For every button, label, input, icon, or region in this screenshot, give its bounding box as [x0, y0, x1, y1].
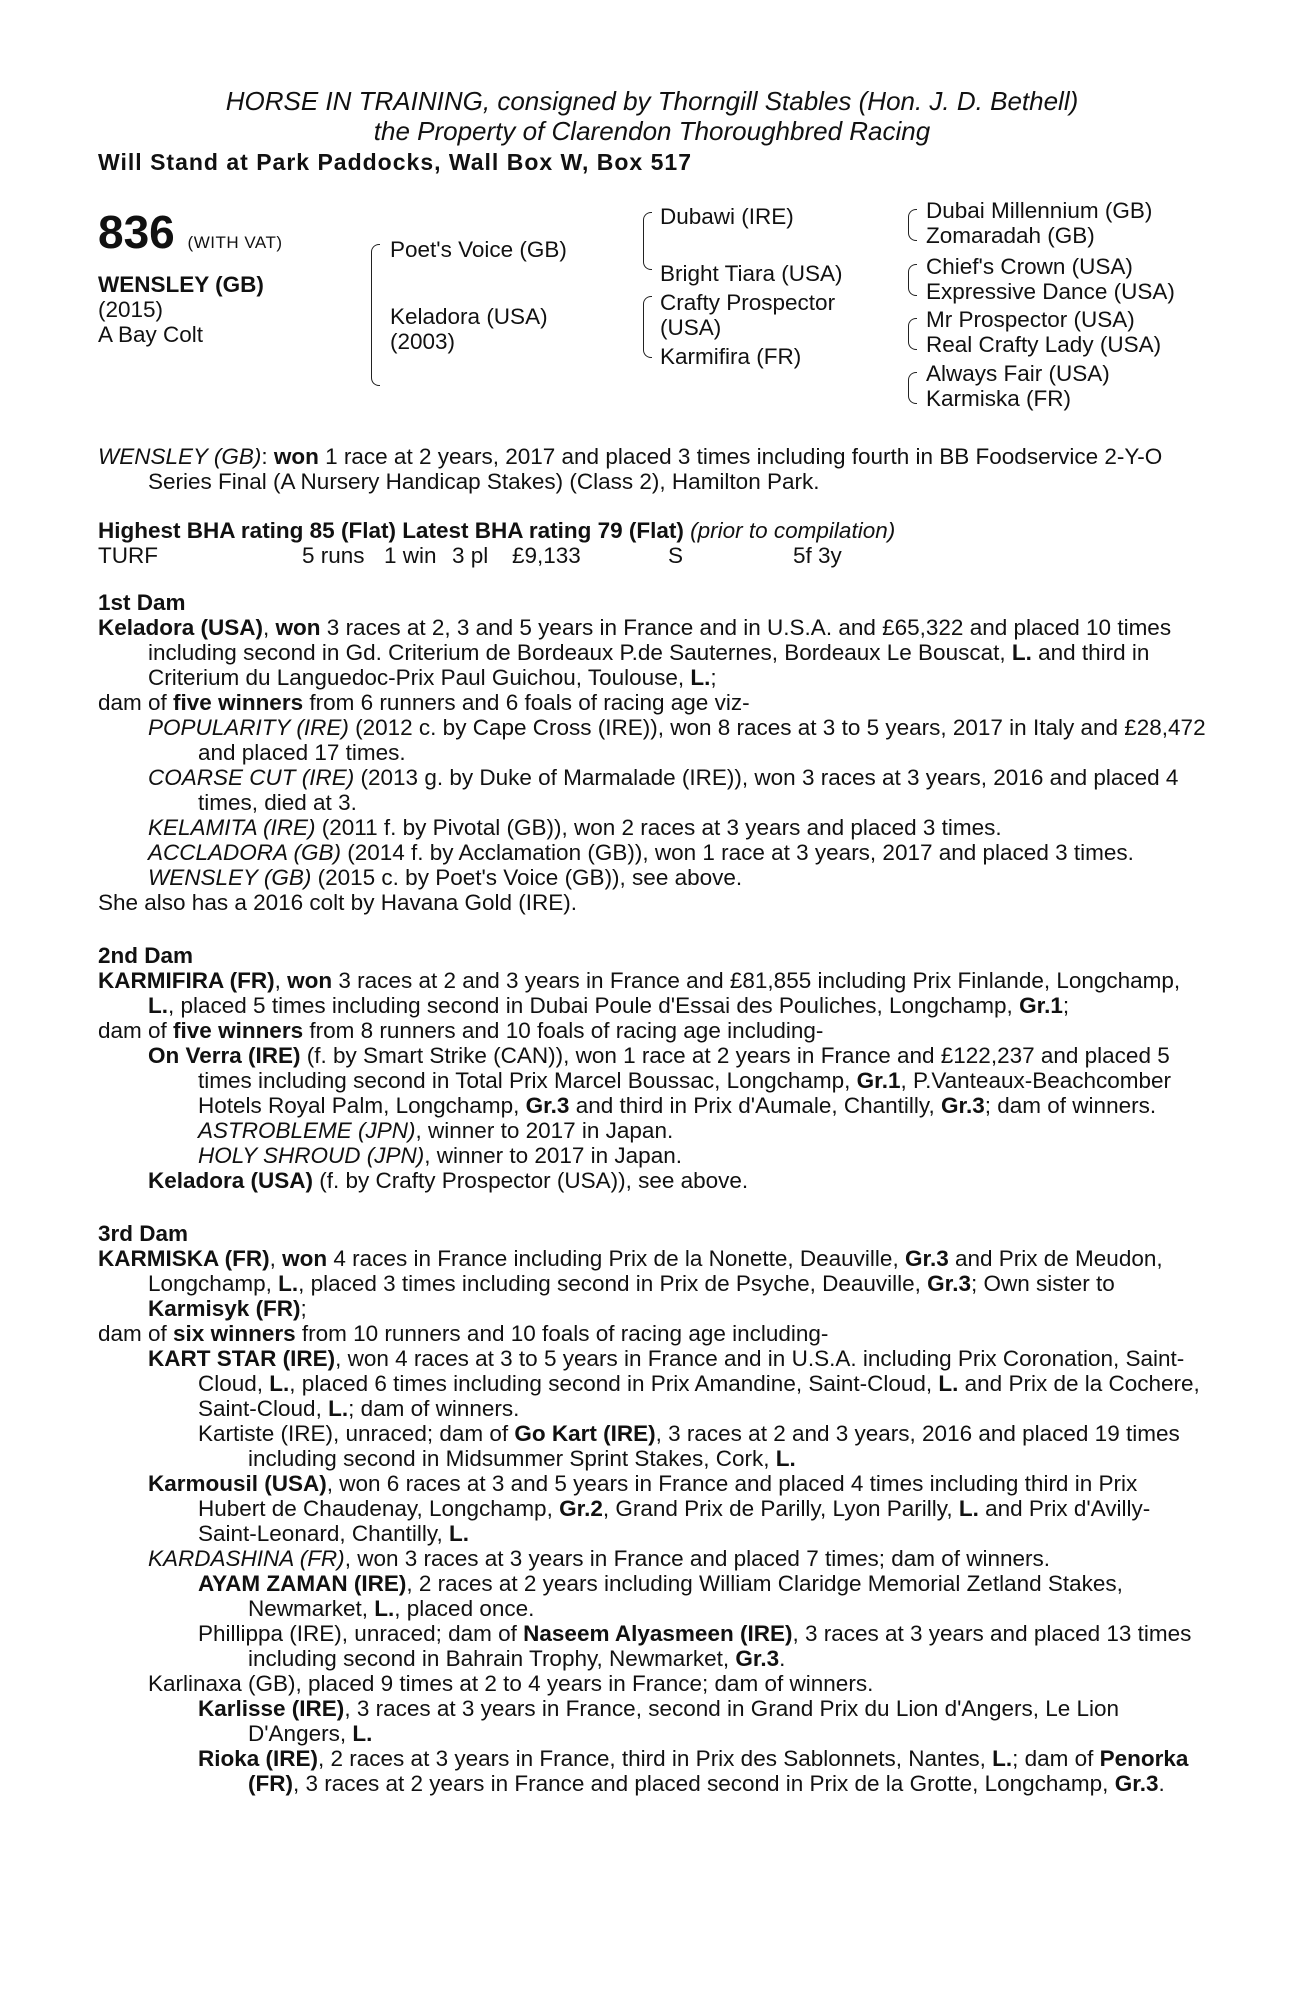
stand-location: Will Stand at Park Paddocks, Wall Box W, Box 517 — [98, 149, 692, 175]
dam-dam: Karmifira (FR) — [660, 344, 802, 369]
ds-sire: Mr Prospector (USA) — [926, 307, 1135, 332]
dam1-record: Keladora (USA), won 3 races at 2, 3 and 5 years in France and in U.S.A. and £65,322 and placed 10 times including second in Gd. Criterium de Bordeaux P.de Sauternes, Bordeaux Le Bouscat, L. and third in Criterium du Languedoc-Prix Paul Guichou, Toulouse, L.; — [98, 615, 1172, 690]
property-line: the Property of Clarendon Thoroughbred Racing — [373, 116, 931, 146]
dam1-foal-5: WENSLEY (GB) (2015 c. by Poet's Voice (GB)), see above. — [148, 865, 743, 890]
vat-note: (WITH VAT) — [187, 233, 283, 252]
lot-number: 836 (WITH VAT) — [98, 206, 283, 258]
dam3-heading: 3rd Dam — [98, 1221, 189, 1246]
ss-dam: Zomaradah (GB) — [926, 223, 1095, 248]
dam2-granddaughter-1: ASTROBLEME (JPN), winner to 2017 in Japan. — [198, 1118, 674, 1143]
sire-dam: Bright Tiara (USA) — [660, 261, 843, 286]
bracket-sd — [908, 264, 917, 296]
catalogue-page — [98, 86, 1206, 1796]
pedigree-block — [98, 198, 1206, 444]
dam3-foal-kart-star: KART STAR (IRE), won 4 races at 3 to 5 years in France and in U.S.A. including Prix Coronation, Saint-Cloud, L., placed 6 times including second in Prix Amandine, Saint-Cloud, L. and Prix de la Cochere, Saint-Cloud, L.; dam of winners. — [148, 1346, 1200, 1421]
race-summary: WENSLEY (GB): won 1 race at 2 years, 2017 and placed 3 times including fourth in BB Foodservice 2-Y-O Series Final (A Nursery Handicap Stakes) (Class 2), Hamilton Park. — [98, 444, 1163, 494]
dd-sire: Always Fair (USA) — [926, 361, 1110, 386]
dam1-foal-4: ACCLADORA (GB) (2014 f. by Acclamation (GB)), won 1 race at 3 years, 2017 and placed 3 times. — [148, 840, 1134, 865]
dam2-foal-1: On Verra (IRE) (f. by Smart Strike (CAN)), won 1 race at 2 years in France and £122,237 and placed 5 times including second in Total Prix Marcel Boussac, Longchamp, Gr.1, P.Vanteaux-Beachcomber Hotels Royal Palm, Longchamp, Gr.3 and third in Prix d'Aumale, Chantilly, Gr.3; dam of winners. — [148, 1043, 1172, 1118]
race-record: TURF 5 runs 1 win 3 pl £9,133 S 5f 3y — [98, 543, 842, 568]
dam-line1: Keladora (USA) — [390, 304, 548, 329]
dam3-grandfoal-karlisse: Karlisse (IRE), 3 races at 3 years in France, second in Grand Prix du Lion d'Angers, Le Lion D'Angers, L. — [198, 1696, 1120, 1746]
dam-line2: (2003) — [390, 329, 456, 354]
sire-sire: Dubawi (IRE) — [660, 204, 794, 229]
sd-dam: Expressive Dance (USA) — [926, 279, 1175, 304]
dam3-grandfoal-rioka: Rioka (IRE), 2 races at 3 years in France, third in Prix des Sablonnets, Nantes, L.; dam of Penorka (FR), 3 races at 2 years in France and placed second in Prix de la Grotte, Longchamp, Gr.3. — [198, 1746, 1189, 1796]
bracket-ss — [908, 209, 917, 241]
dam1-heading: 1st Dam — [98, 590, 186, 615]
bha-rating: Highest BHA rating 85 (Flat) Latest BHA rating 79 (Flat) (prior to compilation) — [98, 518, 896, 543]
dd-dam: Karmiska (FR) — [926, 386, 1071, 411]
dam2-granddaughter-2: HOLY SHROUD (JPN), winner to 2017 in Japan. — [198, 1143, 682, 1168]
bracket-dam — [643, 296, 652, 358]
dam1-produce-intro: dam of five winners from 6 runners and 6 foals of racing age viz- — [98, 690, 750, 715]
dam-sire-line1: Crafty Prospector — [660, 290, 836, 315]
horse-name: WENSLEY (GB) — [98, 272, 264, 297]
dam3-foal-karlinaxa: Karlinaxa (GB), placed 9 times at 2 to 4 years in France; dam of winners. — [148, 1671, 874, 1696]
dam2-produce-intro: dam of five winners from 8 runners and 10 foals of racing age including- — [98, 1018, 824, 1043]
dam1-foal-1: POPULARITY (IRE) (2012 c. by Cape Cross (IRE)), won 8 races at 3 to 5 years, 2017 in Italy and £28,472 and placed 17 times. — [148, 715, 1206, 765]
ss-sire: Dubai Millennium (GB) — [926, 198, 1153, 223]
consignor-line: HORSE IN TRAINING, consigned by Thorngill Stables (Hon. J. D. Bethell) — [225, 86, 1079, 116]
dam-sire-line2: (USA) — [660, 315, 722, 340]
dam1-also: She also has a 2016 colt by Havana Gold (IRE). — [98, 890, 578, 915]
sire: Poet's Voice (GB) — [390, 237, 567, 262]
bracket-ds — [908, 318, 917, 350]
dam3-produce-intro: dam of six winners from 10 runners and 10 foals of racing age including- — [98, 1321, 829, 1346]
ds-dam: Real Crafty Lady (USA) — [926, 332, 1162, 357]
dam3-grandfoal-kartiste: Kartiste (IRE), unraced; dam of Go Kart (IRE), 3 races at 2 and 3 years, 2016 and placed 19 times including second in Midsummer Sprint Stakes, Cork, L. — [198, 1421, 1180, 1471]
dam3-grandfoal-ayam-zaman: AYAM ZAMAN (IRE), 2 races at 2 years including William Claridge Memorial Zetland Stakes, Newmarket, L., placed once. — [198, 1571, 1123, 1621]
bracket-dd — [908, 372, 917, 404]
sd-sire: Chief's Crown (USA) — [926, 254, 1133, 279]
bracket-sire — [643, 212, 652, 270]
dam3-record: KARMISKA (FR), won 4 races in France including Prix de la Nonette, Deauville, Gr.3 and Prix de Meudon, Longchamp, L., placed 3 times including second in Prix de Psyche, Deauville, Gr.3; Own sister to Karmisyk (FR); — [98, 1246, 1163, 1321]
dam1-foal-2: COARSE CUT (IRE) (2013 g. by Duke of Marmalade (IRE)), won 3 races at 3 years, 2016 and placed 4 times, died at 3. — [148, 765, 1179, 815]
bracket-gen1 — [371, 244, 380, 386]
dam2-foal-2: Keladora (USA) (f. by Crafty Prospector (USA)), see above. — [148, 1168, 749, 1193]
dam2-record: KARMIFIRA (FR), won 3 races at 2 and 3 years in France and £81,855 including Prix Finlande, Longchamp, L., placed 5 times including second in Dubai Poule d'Essai des Pouliches, Longchamp, Gr.1; — [98, 968, 1181, 1018]
dam1-foal-3: KELAMITA (IRE) (2011 f. by Pivotal (GB)), won 2 races at 3 years and placed 3 times. — [148, 815, 1002, 840]
dam3-grandfoal-phillippa: Phillippa (IRE), unraced; dam of Naseem Alyasmeen (IRE), 3 races at 3 years and placed 13 times including second in Bahrain Trophy, Newmarket, Gr.3. — [198, 1621, 1192, 1671]
dam3-foal-karmousil: Karmousil (USA), won 6 races at 3 and 5 years in France and placed 4 times including third in Prix Hubert de Chaudenay, Longchamp, Gr.2, Grand Prix de Parilly, Lyon Parilly, L. and Prix d'Avilly-Saint-Leonard, Chantilly, L. — [148, 1471, 1151, 1546]
dam2-heading: 2nd Dam — [98, 943, 194, 968]
horse-description: A Bay Colt — [98, 322, 204, 347]
foal-year: (2015) — [98, 297, 164, 322]
dam3-foal-kardashina: KARDASHINA (FR), won 3 races at 3 years in France and placed 7 times; dam of winners. — [148, 1546, 1051, 1571]
